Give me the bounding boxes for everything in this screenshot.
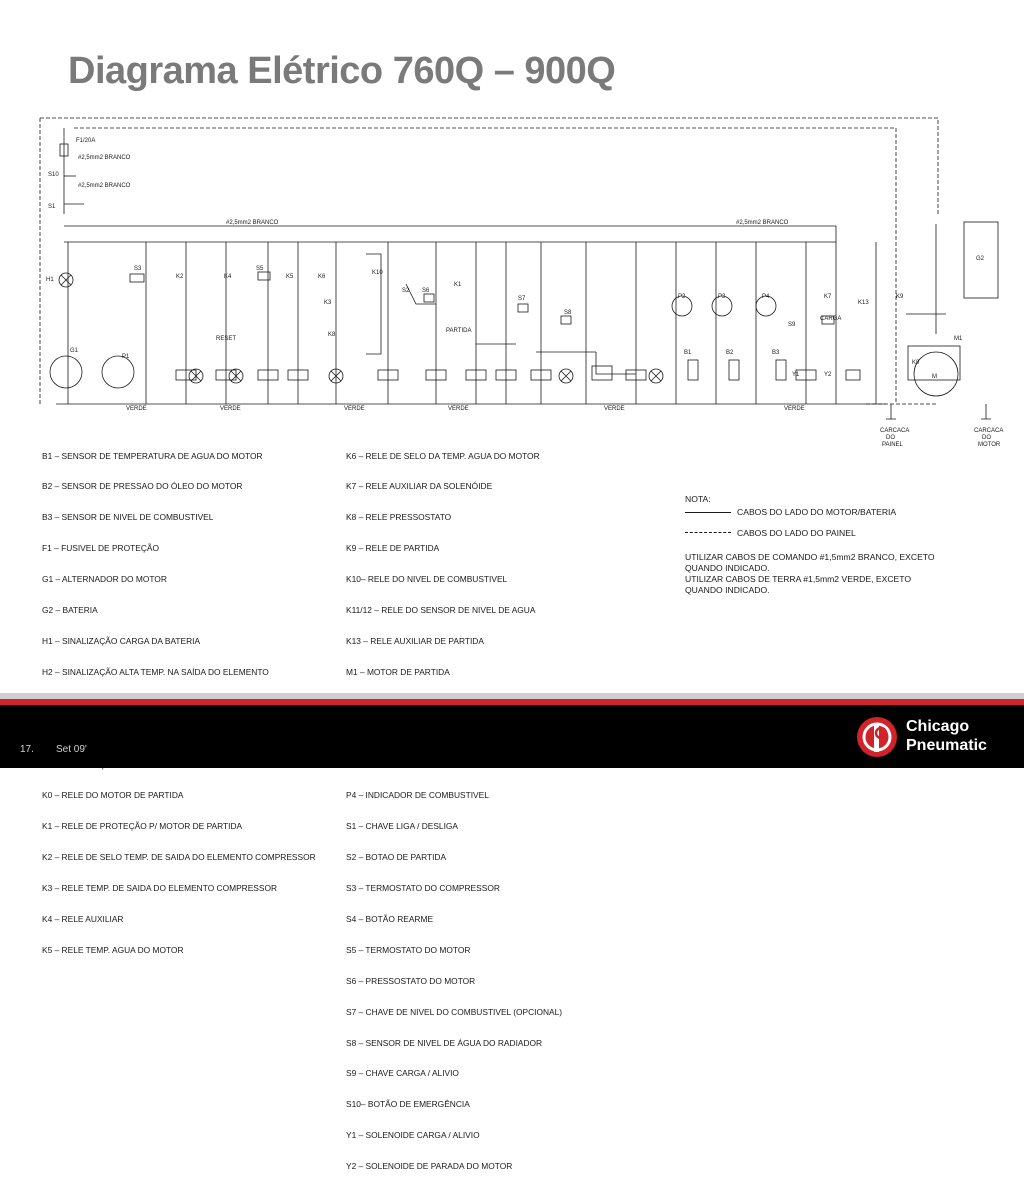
legend-item: S1 – CHAVE LIGA / DESLIGA [346, 821, 459, 832]
svg-text:S8: S8 [564, 310, 572, 316]
brand-line-1: Chicago [906, 718, 970, 735]
legend-item: K6 – RELE DE SELO DA TEMP. AGUA DO MOTOR [346, 450, 540, 461]
legend-item: K5 – RELE TEMP. AGUA DO MOTOR [42, 944, 184, 955]
legend-item: G1 – ALTERNADOR DO MOTOR [42, 574, 167, 585]
svg-text:CARCACA: CARCACA [974, 428, 1004, 434]
svg-text:#2,5mm2 BRANCO: #2,5mm2 BRANCO [78, 183, 131, 189]
note-cable-motor: CABOS DO LADO DO MOTOR/BATERIA [737, 507, 897, 517]
svg-text:Y1: Y1 [792, 372, 800, 378]
svg-text:B1: B1 [684, 350, 692, 356]
svg-text:PARTIDA: PARTIDA [446, 328, 472, 334]
legend-item: S10– BOTÃO DE EMERGÊNCIA [346, 1099, 470, 1110]
legend-item: K7 – RELE AUXILIAR DA SOLENÓIDE [346, 481, 493, 492]
svg-text:K3: K3 [324, 300, 332, 306]
svg-text:K7: K7 [824, 294, 832, 300]
page-title: Diagrama Elétrico 760Q – 900Q [68, 50, 616, 92]
svg-text:S7: S7 [518, 296, 526, 302]
svg-text:DO: DO [982, 435, 991, 441]
legend-item: H2 – SINALIZAÇÃO ALTA TEMP. NA SAÍDA DO ELEMENTO [42, 666, 269, 677]
legend-item: S8 – SENSOR DE NIVEL DE ÁGUA DO RADIADOR [346, 1037, 543, 1048]
legend-item: K10– RELE DO NIVEL DE COMBUSTIVEL [346, 574, 508, 585]
legend-item: Y1 – SOLENOIDE CARGA / ALIVIO [346, 1130, 480, 1141]
legend-item: Y2 – SOLENOIDE DE PARADA DO MOTOR [346, 1161, 513, 1172]
svg-text:#2,5mm2 BRANCO: #2,5mm2 BRANCO [226, 220, 279, 226]
svg-text:VERDE: VERDE [220, 406, 241, 412]
legend-item: G2 – BATERIA [42, 605, 98, 616]
svg-text:M1: M1 [954, 336, 963, 342]
svg-text:RESET: RESET [216, 336, 237, 342]
svg-text:K6: K6 [318, 274, 326, 280]
svg-text:VERDE: VERDE [448, 406, 469, 412]
svg-text:K13: K13 [858, 300, 869, 306]
note-line: QUANDO INDICADO. [685, 563, 770, 573]
svg-text:K5: K5 [286, 274, 294, 280]
svg-text:F1/20A: F1/20A [76, 138, 96, 144]
legend-item: K3 – RELE TEMP. DE SAIDA DO ELEMENTO COMPRESSOR [42, 883, 278, 894]
legend-item: S3 – TERMOSTATO DO COMPRESSOR [346, 883, 500, 894]
svg-text:VERDE: VERDE [126, 406, 147, 412]
note-text [685, 552, 975, 596]
svg-text:K10: K10 [372, 270, 383, 276]
svg-text:S2: S2 [402, 288, 410, 294]
svg-text:B3: B3 [772, 350, 780, 356]
note-line: UTILIZAR CABOS DE TERRA #1,5mm2 VERDE, EXCETO [685, 574, 912, 584]
legend-item: K9 – RELE DE PARTIDA [346, 543, 440, 554]
svg-text:S10: S10 [48, 172, 59, 178]
svg-text:DO: DO [886, 435, 895, 441]
svg-text:P1: P1 [122, 354, 130, 360]
legend-item: B3 – SENSOR DE NIVEL DE COMBUSTIVEL [42, 512, 214, 523]
legend-item: S2 – BOTAO DE PARTIDA [346, 852, 447, 863]
brand-name [906, 717, 987, 755]
svg-text:CARGA: CARGA [820, 316, 842, 322]
legend-item: P4 – INDICADOR DE COMBUSTIVEL [346, 790, 489, 801]
svg-text:VERDE: VERDE [784, 406, 805, 412]
svg-text:S1: S1 [48, 204, 56, 210]
svg-text:P3: P3 [718, 294, 726, 300]
svg-text:K4: K4 [224, 274, 232, 280]
page-number: 17. [20, 744, 34, 755]
legend-item: F1 – FUSIVEL DE PROTEÇÃO [42, 543, 159, 554]
svg-text:K9: K9 [896, 294, 904, 300]
svg-text:M: M [932, 374, 937, 380]
legend-item: S5 – TERMOSTATO DO MOTOR [346, 944, 471, 955]
svg-text:PAINEL: PAINEL [882, 442, 903, 448]
legend-item: S7 – CHAVE DE NIVEL DO COMBUSTIVEL (OPCIONAL) [346, 1006, 563, 1017]
chicago-pneumatic-logo-icon [856, 716, 898, 758]
svg-text:S5: S5 [256, 266, 264, 272]
legend-item: M1 – MOTOR DE PARTIDA [346, 666, 450, 677]
legend-item: K0 – RELE DO MOTOR DE PARTIDA [42, 790, 184, 801]
component-legend-mid [346, 430, 562, 1182]
svg-text:G1: G1 [70, 348, 79, 354]
svg-text:P2: P2 [678, 294, 686, 300]
note-line: QUANDO INDICADO. [685, 585, 770, 595]
svg-text:S6: S6 [422, 288, 430, 294]
svg-text:G2: G2 [976, 256, 985, 262]
note-cable-panel: CABOS DO LADO DO PAINEL [737, 528, 856, 538]
legend-item: S9 – CHAVE CARGA / ALIVIO [346, 1068, 459, 1079]
legend-item: B1 – SENSOR DE TEMPERATURA DE AGUA DO MOTOR [42, 450, 263, 461]
svg-text:H1: H1 [46, 277, 54, 283]
svg-text:#2,5mm2 BRANCO: #2,5mm2 BRANCO [78, 155, 131, 161]
footer-date: Set 09' [56, 744, 87, 755]
svg-text:MOTOR: MOTOR [978, 442, 1001, 448]
note-line: UTILIZAR CABOS DE COMANDO #1,5mm2 BRANCO, EXCETO [685, 552, 935, 562]
svg-text:K8: K8 [328, 332, 336, 338]
svg-text:S3: S3 [134, 266, 142, 272]
svg-text:K0: K0 [912, 360, 920, 366]
dashed-line-legend [685, 532, 731, 533]
svg-text:VERDE: VERDE [604, 406, 625, 412]
legend-item: K2 – RELE DE SELO TEMP. DE SAIDA DO ELEMENTO COMPRESSOR [42, 852, 316, 863]
brand-line-2: Pneumatic [906, 737, 987, 754]
svg-text:#2,5mm2 BRANCO: #2,5mm2 BRANCO [736, 220, 789, 226]
legend-item: S6 – PRESSOSTATO DO MOTOR [346, 975, 476, 986]
solid-line-legend [685, 512, 731, 513]
note-title: NOTA: [685, 494, 711, 504]
svg-text:P4: P4 [762, 294, 770, 300]
legend-item: B2 – SENSOR DE PRESSAO DO ÓLEO DO MOTOR [42, 481, 243, 492]
legend-item: K4 – RELE AUXILIAR [42, 913, 124, 924]
electrical-schematic [36, 104, 1004, 450]
cable-note [679, 488, 971, 604]
legend-item: S4 – BOTÃO REARME [346, 913, 434, 924]
svg-text:S9: S9 [788, 322, 796, 328]
legend-item: K11/12 – RELE DO SENSOR DE NIVEL DE AGUA [346, 605, 536, 616]
svg-text:K1: K1 [454, 282, 462, 288]
svg-text:CARCACA: CARCACA [880, 428, 910, 434]
svg-text:B2: B2 [726, 350, 734, 356]
svg-text:K2: K2 [176, 274, 184, 280]
legend-item: K1 – RELE DE PROTEÇÃO P/ MOTOR DE PARTIDA [42, 821, 243, 832]
svg-text:VERDE: VERDE [344, 406, 365, 412]
legend-item: H1 – SINALIZAÇÃO CARGA DA BATERIA [42, 635, 201, 646]
legend-item: K13 – RELE AUXILIAR DE PARTIDA [346, 635, 484, 646]
legend-item: K8 – RELE PRESSOSTATO [346, 512, 452, 523]
svg-text:Y2: Y2 [824, 372, 832, 378]
